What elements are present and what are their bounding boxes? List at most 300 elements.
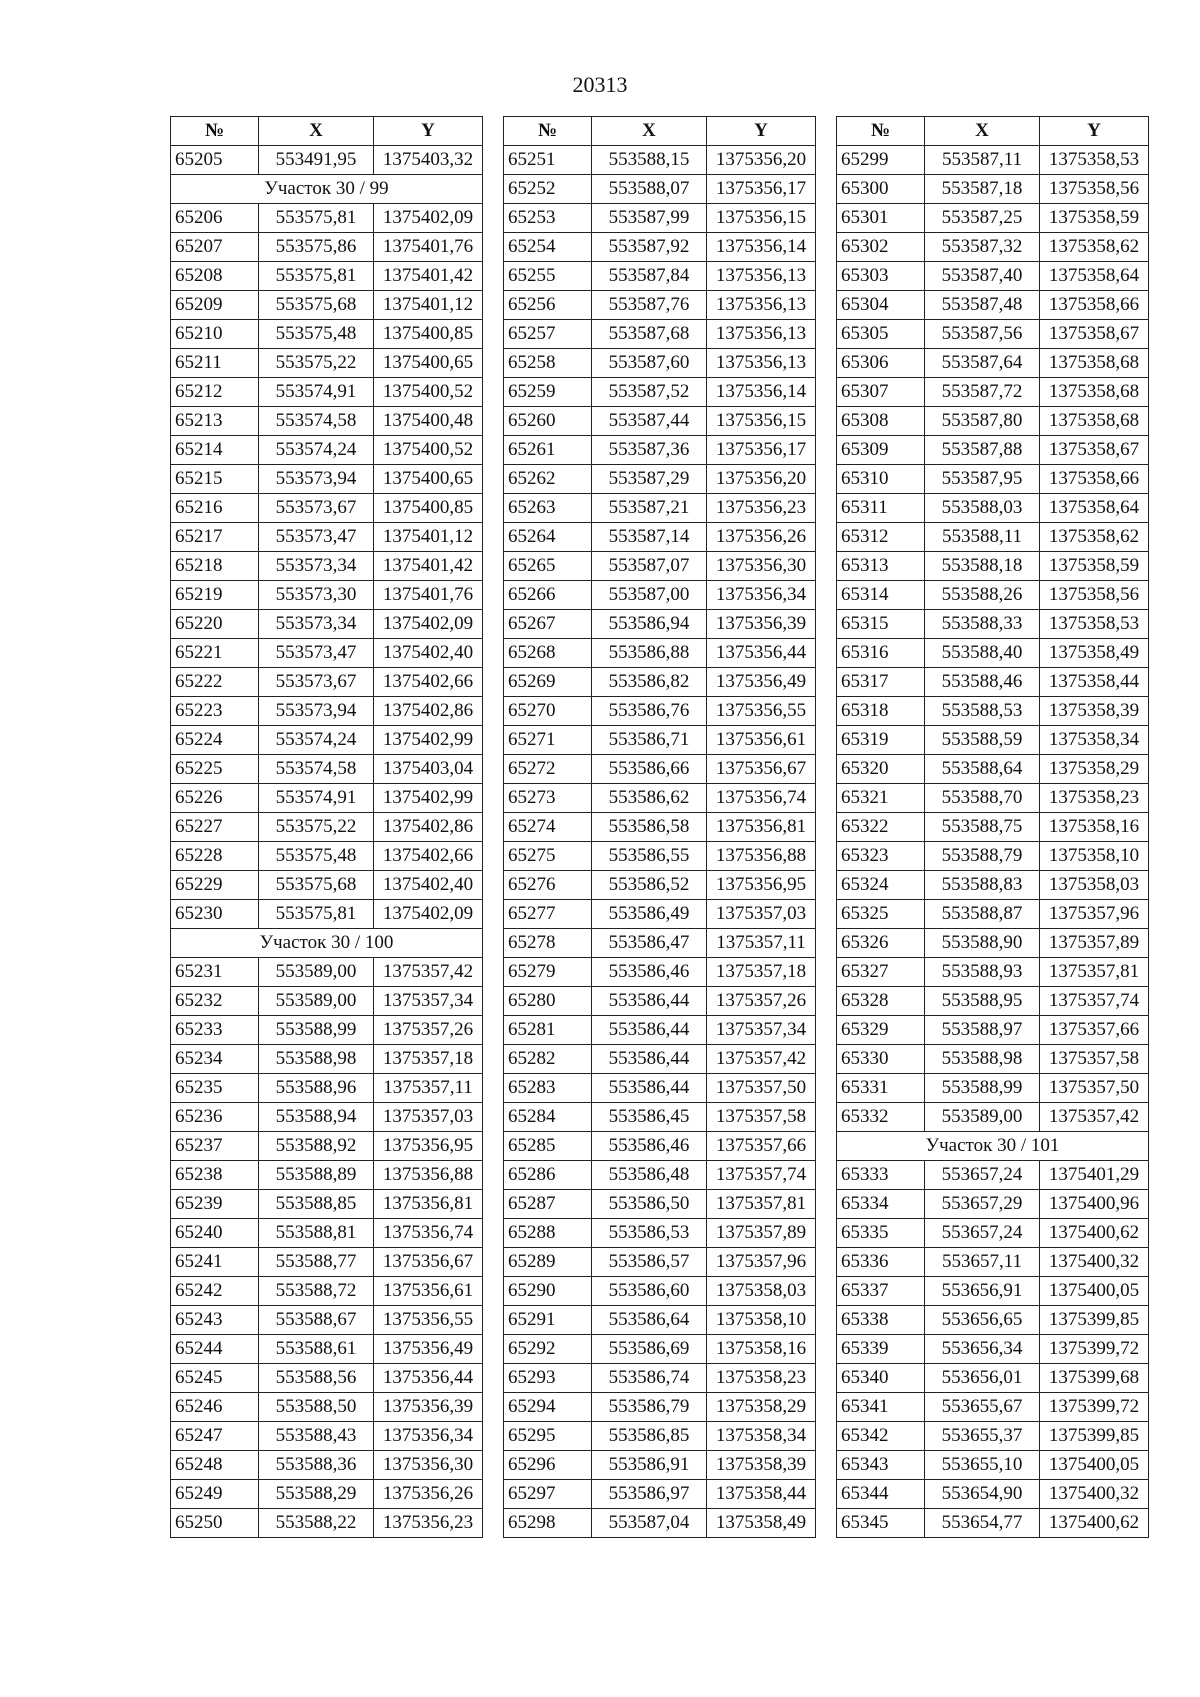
y-coordinate: 1375400,05	[1040, 1451, 1149, 1480]
table-row	[837, 146, 1149, 175]
table-row	[171, 465, 483, 494]
x-coordinate: 553586,52	[592, 871, 707, 900]
y-coordinate: 1375356,20	[707, 146, 816, 175]
x-coordinate: 553573,94	[259, 465, 374, 494]
table-row	[171, 813, 483, 842]
point-number: 65322	[837, 813, 925, 842]
y-coordinate: 1375356,30	[374, 1451, 483, 1480]
coordinates-table-1	[170, 116, 483, 1538]
y-coordinate: 1375402,40	[374, 639, 483, 668]
x-coordinate: 553586,44	[592, 987, 707, 1016]
table-row	[504, 1103, 816, 1132]
y-coordinate: 1375358,29	[1040, 755, 1149, 784]
x-coordinate: 553587,95	[925, 465, 1040, 494]
y-coordinate: 1375356,30	[707, 552, 816, 581]
x-coordinate: 553586,71	[592, 726, 707, 755]
point-number: 65308	[837, 407, 925, 436]
point-number: 65289	[504, 1248, 592, 1277]
table-row	[504, 1132, 816, 1161]
x-coordinate: 553586,47	[592, 929, 707, 958]
x-coordinate: 553588,18	[925, 552, 1040, 581]
point-number: 65328	[837, 987, 925, 1016]
section-label: Участок 30 / 99	[171, 175, 483, 204]
table-row	[504, 175, 816, 204]
point-number: 65253	[504, 204, 592, 233]
x-coordinate: 553657,11	[925, 1248, 1040, 1277]
table-row	[171, 610, 483, 639]
y-coordinate: 1375356,55	[707, 697, 816, 726]
x-coordinate: 553575,81	[259, 262, 374, 291]
point-number: 65228	[171, 842, 259, 871]
y-coordinate: 1375356,74	[374, 1219, 483, 1248]
x-coordinate: 553587,36	[592, 436, 707, 465]
point-number: 65245	[171, 1364, 259, 1393]
table-row	[837, 900, 1149, 929]
x-coordinate: 553574,58	[259, 755, 374, 784]
x-coordinate: 553586,91	[592, 1451, 707, 1480]
y-coordinate: 1375400,85	[374, 320, 483, 349]
point-number: 65337	[837, 1277, 925, 1306]
point-number: 65294	[504, 1393, 592, 1422]
x-coordinate: 553588,11	[925, 523, 1040, 552]
x-coordinate: 553587,11	[925, 146, 1040, 175]
x-coordinate: 553573,67	[259, 494, 374, 523]
point-number: 65309	[837, 436, 925, 465]
table-row	[504, 1074, 816, 1103]
x-coordinate: 553586,82	[592, 668, 707, 697]
x-coordinate: 553587,07	[592, 552, 707, 581]
point-number: 65299	[837, 146, 925, 175]
point-number: 65341	[837, 1393, 925, 1422]
point-number: 65312	[837, 523, 925, 552]
table-row	[171, 1364, 483, 1393]
table-row	[837, 668, 1149, 697]
y-coordinate: 1375356,74	[707, 784, 816, 813]
x-coordinate: 553586,44	[592, 1016, 707, 1045]
y-coordinate: 1375402,09	[374, 204, 483, 233]
table-row	[171, 871, 483, 900]
y-coordinate: 1375356,88	[707, 842, 816, 871]
point-number: 65285	[504, 1132, 592, 1161]
x-coordinate: 553573,30	[259, 581, 374, 610]
point-number: 65252	[504, 175, 592, 204]
x-coordinate: 553588,96	[259, 1074, 374, 1103]
table-row	[504, 842, 816, 871]
point-number: 65327	[837, 958, 925, 987]
point-number: 65273	[504, 784, 592, 813]
table-row	[171, 378, 483, 407]
point-number: 65302	[837, 233, 925, 262]
x-coordinate: 553654,90	[925, 1480, 1040, 1509]
table-row	[171, 1219, 483, 1248]
y-coordinate: 1375358,34	[707, 1422, 816, 1451]
y-coordinate: 1375400,32	[1040, 1248, 1149, 1277]
y-coordinate: 1375358,44	[707, 1480, 816, 1509]
point-number: 65318	[837, 697, 925, 726]
point-number: 65206	[171, 204, 259, 233]
y-coordinate: 1375400,62	[1040, 1219, 1149, 1248]
point-number: 65301	[837, 204, 925, 233]
page-number: 20313	[572, 72, 628, 97]
point-number: 65219	[171, 581, 259, 610]
table-row	[504, 494, 816, 523]
table-row	[504, 581, 816, 610]
y-coordinate: 1375402,86	[374, 697, 483, 726]
point-number: 65239	[171, 1190, 259, 1219]
x-coordinate: 553588,75	[925, 813, 1040, 842]
section-row	[171, 929, 483, 958]
table-row	[837, 1248, 1149, 1277]
point-number: 65296	[504, 1451, 592, 1480]
point-number: 65275	[504, 842, 592, 871]
x-coordinate: 553573,67	[259, 668, 374, 697]
table-row	[171, 291, 483, 320]
y-coordinate: 1375358,59	[1040, 204, 1149, 233]
x-coordinate: 553586,53	[592, 1219, 707, 1248]
x-coordinate: 553587,99	[592, 204, 707, 233]
x-coordinate: 553588,83	[925, 871, 1040, 900]
y-coordinate: 1375358,68	[1040, 349, 1149, 378]
point-number: 65280	[504, 987, 592, 1016]
x-coordinate: 553587,14	[592, 523, 707, 552]
point-number: 65207	[171, 233, 259, 262]
y-coordinate: 1375356,34	[707, 581, 816, 610]
y-coordinate: 1375402,09	[374, 610, 483, 639]
x-coordinate: 553574,58	[259, 407, 374, 436]
table-row	[504, 1045, 816, 1074]
header-y: Y	[707, 117, 816, 146]
y-coordinate: 1375403,32	[374, 146, 483, 175]
x-coordinate: 553588,46	[925, 668, 1040, 697]
x-coordinate: 553575,48	[259, 320, 374, 349]
x-coordinate: 553587,52	[592, 378, 707, 407]
table-row	[171, 1277, 483, 1306]
y-coordinate: 1375401,29	[1040, 1161, 1149, 1190]
table-row	[837, 1422, 1149, 1451]
table-row	[171, 1248, 483, 1277]
point-number: 65334	[837, 1190, 925, 1219]
x-coordinate: 553574,24	[259, 436, 374, 465]
y-coordinate: 1375358,23	[1040, 784, 1149, 813]
y-coordinate: 1375358,03	[1040, 871, 1149, 900]
table-row	[504, 146, 816, 175]
point-number: 65335	[837, 1219, 925, 1248]
x-coordinate: 553587,56	[925, 320, 1040, 349]
point-number: 65251	[504, 146, 592, 175]
table-row	[504, 1248, 816, 1277]
table-row	[837, 378, 1149, 407]
point-number: 65264	[504, 523, 592, 552]
table-row	[504, 929, 816, 958]
table-row	[171, 958, 483, 987]
x-coordinate: 553574,24	[259, 726, 374, 755]
table-row	[504, 900, 816, 929]
point-number: 65315	[837, 610, 925, 639]
y-coordinate: 1375358,53	[1040, 146, 1149, 175]
x-coordinate: 553588,22	[259, 1509, 374, 1538]
table-row	[837, 1045, 1149, 1074]
x-coordinate: 553491,95	[259, 146, 374, 175]
header-number: №	[171, 117, 259, 146]
point-number: 65232	[171, 987, 259, 1016]
x-coordinate: 553575,68	[259, 871, 374, 900]
table-row	[171, 233, 483, 262]
table-row	[837, 581, 1149, 610]
table-row	[837, 697, 1149, 726]
table-row	[504, 755, 816, 784]
table-row	[171, 436, 483, 465]
x-coordinate: 553586,69	[592, 1335, 707, 1364]
y-coordinate: 1375358,53	[1040, 610, 1149, 639]
table-row	[504, 726, 816, 755]
y-coordinate: 1375356,44	[707, 639, 816, 668]
point-number: 65208	[171, 262, 259, 291]
table-row	[504, 1219, 816, 1248]
x-coordinate: 553588,61	[259, 1335, 374, 1364]
point-number: 65336	[837, 1248, 925, 1277]
y-coordinate: 1375356,14	[707, 378, 816, 407]
table-row	[504, 1480, 816, 1509]
point-number: 65270	[504, 697, 592, 726]
y-coordinate: 1375400,05	[1040, 1277, 1149, 1306]
x-coordinate: 553588,79	[925, 842, 1040, 871]
x-coordinate: 553588,36	[259, 1451, 374, 1480]
x-coordinate: 553586,50	[592, 1190, 707, 1219]
x-coordinate: 553586,45	[592, 1103, 707, 1132]
table-row	[171, 639, 483, 668]
table-row	[837, 726, 1149, 755]
x-coordinate: 553657,29	[925, 1190, 1040, 1219]
point-number: 65240	[171, 1219, 259, 1248]
table-row	[504, 610, 816, 639]
table-row	[837, 813, 1149, 842]
point-number: 65254	[504, 233, 592, 262]
x-coordinate: 553587,48	[925, 291, 1040, 320]
point-number: 65343	[837, 1451, 925, 1480]
point-number: 65230	[171, 900, 259, 929]
point-number: 65272	[504, 755, 592, 784]
x-coordinate: 553586,88	[592, 639, 707, 668]
x-coordinate: 553588,90	[925, 929, 1040, 958]
x-coordinate: 553575,22	[259, 349, 374, 378]
point-number: 65238	[171, 1161, 259, 1190]
y-coordinate: 1375358,23	[707, 1364, 816, 1393]
table-row	[837, 784, 1149, 813]
table-row	[171, 1509, 483, 1538]
y-coordinate: 1375357,18	[374, 1045, 483, 1074]
header-y: Y	[1040, 117, 1149, 146]
y-coordinate: 1375358,66	[1040, 291, 1149, 320]
x-coordinate: 553575,68	[259, 291, 374, 320]
x-coordinate: 553588,40	[925, 639, 1040, 668]
y-coordinate: 1375402,40	[374, 871, 483, 900]
x-coordinate: 553587,04	[592, 1509, 707, 1538]
x-coordinate: 553575,86	[259, 233, 374, 262]
y-coordinate: 1375358,64	[1040, 494, 1149, 523]
point-number: 65250	[171, 1509, 259, 1538]
table-row	[504, 813, 816, 842]
table-row	[171, 1393, 483, 1422]
y-coordinate: 1375401,42	[374, 552, 483, 581]
y-coordinate: 1375357,34	[374, 987, 483, 1016]
y-coordinate: 1375357,26	[374, 1016, 483, 1045]
table-row	[837, 1451, 1149, 1480]
y-coordinate: 1375358,29	[707, 1393, 816, 1422]
y-coordinate: 1375356,55	[374, 1306, 483, 1335]
point-number: 65326	[837, 929, 925, 958]
x-coordinate: 553588,99	[259, 1016, 374, 1045]
y-coordinate: 1375357,26	[707, 987, 816, 1016]
y-coordinate: 1375358,59	[1040, 552, 1149, 581]
x-coordinate: 553587,64	[925, 349, 1040, 378]
y-coordinate: 1375358,64	[1040, 262, 1149, 291]
section-row	[837, 1132, 1149, 1161]
point-number: 65226	[171, 784, 259, 813]
x-coordinate: 553586,74	[592, 1364, 707, 1393]
point-number: 65281	[504, 1016, 592, 1045]
table-row	[171, 1190, 483, 1219]
x-coordinate: 553586,46	[592, 1132, 707, 1161]
point-number: 65277	[504, 900, 592, 929]
table-row	[837, 175, 1149, 204]
x-coordinate: 553587,44	[592, 407, 707, 436]
point-number: 65284	[504, 1103, 592, 1132]
table-row	[504, 1393, 816, 1422]
x-coordinate: 553587,18	[925, 175, 1040, 204]
y-coordinate: 1375356,17	[707, 175, 816, 204]
table-row	[504, 523, 816, 552]
table-row	[171, 697, 483, 726]
header-x: X	[259, 117, 374, 146]
y-coordinate: 1375358,34	[1040, 726, 1149, 755]
x-coordinate: 553589,00	[259, 987, 374, 1016]
point-number: 65332	[837, 1103, 925, 1132]
y-coordinate: 1375357,74	[1040, 987, 1149, 1016]
y-coordinate: 1375356,13	[707, 262, 816, 291]
x-coordinate: 553586,66	[592, 755, 707, 784]
y-coordinate: 1375356,49	[707, 668, 816, 697]
y-coordinate: 1375401,12	[374, 291, 483, 320]
table-row	[504, 407, 816, 436]
y-coordinate: 1375400,32	[1040, 1480, 1149, 1509]
point-number: 65282	[504, 1045, 592, 1074]
y-coordinate: 1375358,66	[1040, 465, 1149, 494]
y-coordinate: 1375402,99	[374, 726, 483, 755]
x-coordinate: 553586,46	[592, 958, 707, 987]
y-coordinate: 1375400,85	[374, 494, 483, 523]
y-coordinate: 1375358,44	[1040, 668, 1149, 697]
table-row	[171, 146, 483, 175]
x-coordinate: 553575,81	[259, 900, 374, 929]
x-coordinate: 553588,64	[925, 755, 1040, 784]
table-row	[171, 552, 483, 581]
point-number: 65344	[837, 1480, 925, 1509]
y-coordinate: 1375357,74	[707, 1161, 816, 1190]
x-coordinate: 553588,89	[259, 1161, 374, 1190]
table-row	[504, 1364, 816, 1393]
x-coordinate: 553573,34	[259, 552, 374, 581]
table-row	[837, 1103, 1149, 1132]
x-coordinate: 553575,22	[259, 813, 374, 842]
point-number: 65218	[171, 552, 259, 581]
point-number: 65229	[171, 871, 259, 900]
point-number: 65235	[171, 1074, 259, 1103]
point-number: 65276	[504, 871, 592, 900]
y-coordinate: 1375358,39	[707, 1451, 816, 1480]
x-coordinate: 553586,48	[592, 1161, 707, 1190]
y-coordinate: 1375356,67	[707, 755, 816, 784]
x-coordinate: 553587,68	[592, 320, 707, 349]
table-row	[171, 581, 483, 610]
x-coordinate: 553586,55	[592, 842, 707, 871]
y-coordinate: 1375357,58	[707, 1103, 816, 1132]
point-number: 65292	[504, 1335, 592, 1364]
table-row	[837, 204, 1149, 233]
point-number: 65298	[504, 1509, 592, 1538]
point-number: 65261	[504, 436, 592, 465]
table-row	[837, 1161, 1149, 1190]
y-coordinate: 1375402,66	[374, 842, 483, 871]
x-coordinate: 553588,29	[259, 1480, 374, 1509]
y-coordinate: 1375357,50	[707, 1074, 816, 1103]
table-row	[837, 755, 1149, 784]
point-number: 65221	[171, 639, 259, 668]
y-coordinate: 1375400,52	[374, 378, 483, 407]
y-coordinate: 1375356,15	[707, 407, 816, 436]
table-row	[171, 1422, 483, 1451]
table-row	[837, 320, 1149, 349]
table-row	[504, 1161, 816, 1190]
point-number: 65342	[837, 1422, 925, 1451]
table-row	[837, 1509, 1149, 1538]
point-number: 65331	[837, 1074, 925, 1103]
x-coordinate: 553656,65	[925, 1306, 1040, 1335]
y-coordinate: 1375356,61	[374, 1277, 483, 1306]
y-coordinate: 1375357,50	[1040, 1074, 1149, 1103]
y-coordinate: 1375400,65	[374, 349, 483, 378]
x-coordinate: 553587,60	[592, 349, 707, 378]
table-row	[504, 436, 816, 465]
x-coordinate: 553586,64	[592, 1306, 707, 1335]
x-coordinate: 553589,00	[925, 1103, 1040, 1132]
point-number: 65345	[837, 1509, 925, 1538]
y-coordinate: 1375356,34	[374, 1422, 483, 1451]
x-coordinate: 553588,93	[925, 958, 1040, 987]
y-coordinate: 1375356,95	[374, 1132, 483, 1161]
y-coordinate: 1375358,67	[1040, 436, 1149, 465]
table-row	[171, 784, 483, 813]
x-coordinate: 553588,98	[259, 1045, 374, 1074]
x-coordinate: 553588,67	[259, 1306, 374, 1335]
header-x: X	[925, 117, 1040, 146]
point-number: 65231	[171, 958, 259, 987]
x-coordinate: 553588,15	[592, 146, 707, 175]
x-coordinate: 553573,47	[259, 523, 374, 552]
y-coordinate: 1375357,42	[374, 958, 483, 987]
y-coordinate: 1375401,42	[374, 262, 483, 291]
point-number: 65333	[837, 1161, 925, 1190]
y-coordinate: 1375357,11	[374, 1074, 483, 1103]
table-row	[837, 1277, 1149, 1306]
point-number: 65287	[504, 1190, 592, 1219]
point-number: 65295	[504, 1422, 592, 1451]
x-coordinate: 553587,84	[592, 262, 707, 291]
y-coordinate: 1375356,39	[374, 1393, 483, 1422]
point-number: 65224	[171, 726, 259, 755]
point-number: 65338	[837, 1306, 925, 1335]
point-number: 65259	[504, 378, 592, 407]
x-coordinate: 553586,44	[592, 1074, 707, 1103]
